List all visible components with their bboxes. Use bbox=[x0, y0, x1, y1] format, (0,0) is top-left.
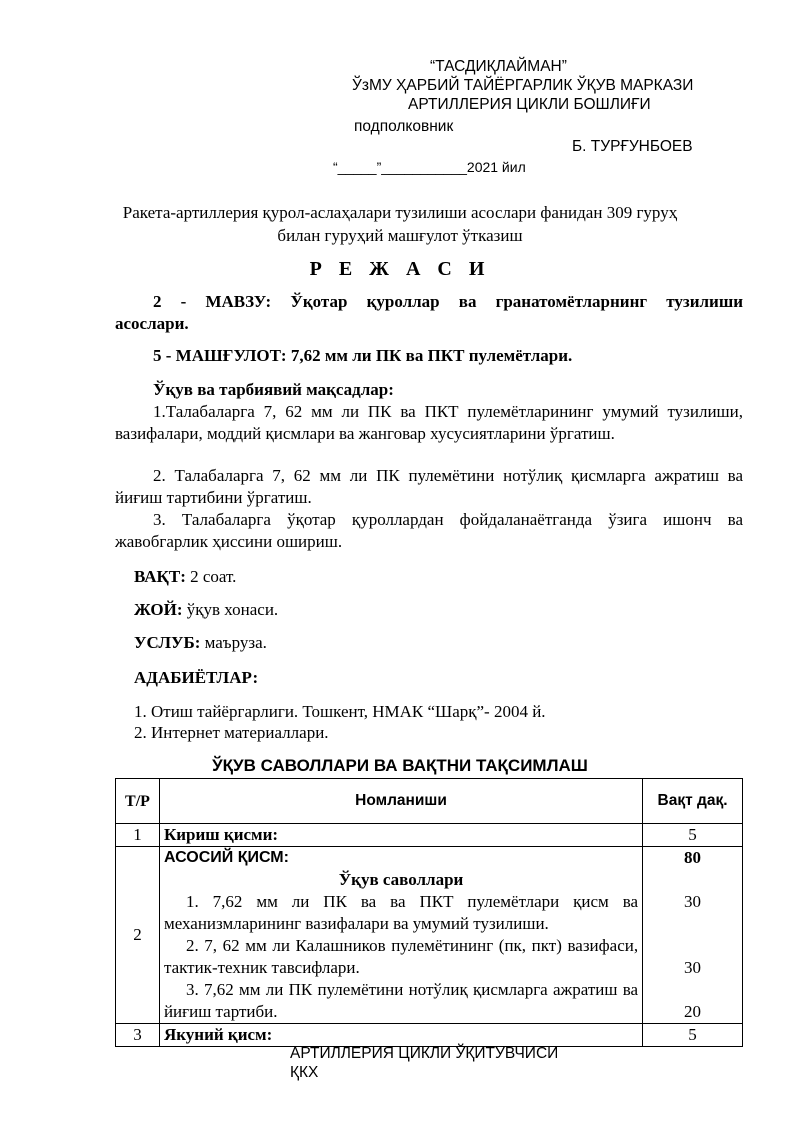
schedule-table bbox=[115, 778, 743, 1047]
row-time: 5 bbox=[643, 1024, 743, 1047]
info-method bbox=[134, 632, 267, 654]
question-item: 2. 7, 62 мм ли Калашников пулемётининг (пк, пкт) вазифаси, тактик-техник тавсифлари. bbox=[163, 936, 639, 977]
row-name: Якуний қисм: bbox=[159, 1024, 642, 1047]
goal-item: 1.Талабаларга 7, 62 мм ли ПК ва ПКТ пулемётларининг умумий тузилиши, вазифалари, моддий қисмлари ва жанговар хусусиятларини ўргатиш. bbox=[115, 402, 743, 443]
approval-stamp: “ТАСДИҚЛАЙМАН” bbox=[430, 58, 567, 75]
approval-rank: подполковник bbox=[354, 118, 454, 135]
approval-date: “_____”___________2021 йил bbox=[333, 159, 526, 175]
footer-line2: ҚКХ bbox=[290, 1064, 319, 1081]
footer-line1: АРТИЛЛЕРИЯ ЦИКЛИ ЎҚИТУВЧИСИ bbox=[290, 1045, 559, 1062]
row-main-content bbox=[159, 847, 642, 1024]
lesson: 5 - МАШҒУЛОТ: 7,62 мм ли ПК ва ПКТ пулемётлари. bbox=[153, 346, 573, 365]
row-times bbox=[643, 847, 743, 1024]
approval-org-line2: АРТИЛЛЕРИЯ ЦИКЛИ БОШЛИҒИ bbox=[408, 96, 651, 113]
row-time: 80 bbox=[684, 848, 702, 867]
approval-org-line1: ЎзМУ ҲАРБИЙ ТАЙЁРГАРЛИК ЎҚУВ МАРКАЗИ bbox=[352, 77, 694, 94]
doc-title-line2: билан гуруҳий машғулот ўтказиш bbox=[277, 226, 523, 245]
row-num: 2 bbox=[116, 847, 160, 1024]
info-place-label: ЖОЙ: bbox=[134, 600, 183, 619]
info-place bbox=[134, 599, 278, 621]
info-time-label: ВАҚТ: bbox=[134, 567, 186, 586]
topic bbox=[115, 291, 743, 335]
header-num: Т/Р bbox=[116, 779, 160, 824]
literature-item: 2. Интернет материаллари. bbox=[134, 723, 329, 742]
header-time: Вақт дақ. bbox=[643, 779, 743, 824]
questions-subheading: Ўқув саволлари bbox=[338, 870, 464, 889]
row-name: АСОСИЙ ҚИСМ: bbox=[163, 849, 289, 866]
info-method-label: УСЛУБ: bbox=[134, 633, 201, 652]
doc-title-line1: Ракета-артиллерия қурол-аслаҳалари тузилиши асослари фанидан 309 гуруҳ bbox=[122, 203, 678, 222]
row-time: 5 bbox=[643, 824, 743, 847]
info-place-value: ўқув хонаси. bbox=[182, 600, 279, 619]
table-row bbox=[116, 824, 743, 847]
question-time: 30 bbox=[684, 892, 702, 911]
goals-heading: Ўқув ва тарбиявий мақсадлар: bbox=[153, 380, 394, 399]
literature-item: 1. Отиш тайёргарлиги. Тошкент, НМАК “Шарқ”- 2004 й. bbox=[134, 702, 546, 721]
info-time bbox=[134, 566, 236, 588]
table-header-row bbox=[116, 779, 743, 824]
goal-item: 3. Талабаларга ўқотар қуроллардан фойдаланаётганда ўзига ишонч ва жавобгарлик ҳиссини ошириш. bbox=[115, 510, 743, 551]
info-time-value: 2 соат. bbox=[185, 567, 237, 586]
topic-text: Ўқотар қуроллар ва гранатомётларнинг тузилиши асослари. bbox=[115, 292, 744, 333]
approval-signer: Б. ТУРҒУНБОЕВ bbox=[572, 138, 693, 155]
table-row bbox=[116, 1024, 743, 1047]
goal-item: 2. Талабаларга 7, 62 мм ли ПК пулемётини нотўлиқ қисмларга ажратиш ва йиғиш тартибини ўргатиш. bbox=[115, 466, 743, 507]
table-caption: ЎҚУВ САВОЛЛАРИ ВА ВАҚТНИ ТАҚСИМЛАШ bbox=[212, 756, 588, 775]
row-num: 1 bbox=[116, 824, 160, 847]
info-method-value: маъруза. bbox=[200, 633, 267, 652]
header-name: Номланиши bbox=[159, 779, 642, 824]
topic-label: 2 - МАВЗУ: bbox=[153, 292, 272, 311]
question-time: 20 bbox=[684, 1002, 702, 1021]
question-item: 1. 7,62 мм ли ПК ва ва ПКТ пулемётлари қисм ва механизмларининг вазифалари ва умумий тузилиши. bbox=[163, 892, 639, 933]
row-name: Кириш қисми: bbox=[159, 824, 642, 847]
doc-heading: Р Е Ж А С И bbox=[309, 258, 491, 280]
literature-heading: АДАБИЁТЛАР: bbox=[134, 668, 259, 687]
table-row bbox=[116, 847, 743, 1024]
question-item: 3. 7,62 мм ли ПК пулемётини нотўлиқ қисмларга ажратиш ва йиғиш тартиби. bbox=[163, 980, 639, 1021]
row-num: 3 bbox=[116, 1024, 160, 1047]
question-time: 30 bbox=[684, 958, 702, 977]
